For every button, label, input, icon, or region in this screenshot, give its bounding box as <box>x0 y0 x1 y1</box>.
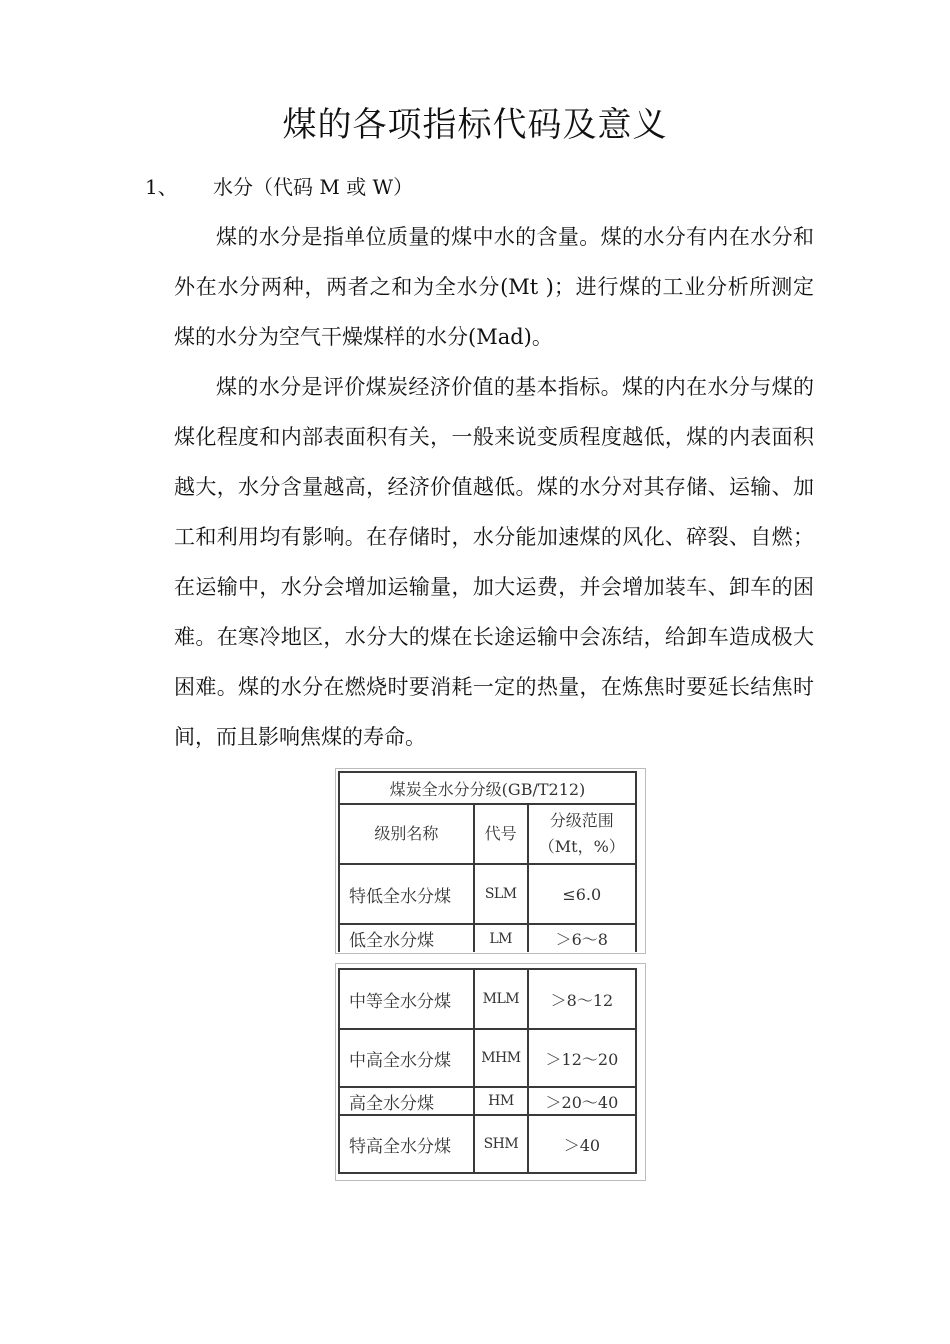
section-heading-text: 水分（代码 M 或 W） <box>213 175 414 199</box>
header-range-line2: （Mt，%） <box>538 837 625 856</box>
table-caption: 煤炭全水分分级(GB/T212) <box>339 772 636 804</box>
row-range: ＞12～20 <box>528 1029 636 1087</box>
row-range: ≤6.0 <box>528 864 636 924</box>
row-name: 高全水分煤 <box>339 1087 474 1115</box>
section-heading <box>145 172 413 202</box>
row-name: 特低全水分煤 <box>339 864 474 924</box>
moisture-grade-table-bottom <box>338 968 637 1174</box>
row-name: 低全水分煤 <box>339 924 474 952</box>
paragraph-water-significance: 煤的水分是评价煤炭经济价值的基本指标。煤的内在水分与煤的煤化程度和内部表面积有关，一般来说变质程度越低，煤的内表面积越大，水分含量越高，经济价值越低。煤的水分对其存储、运输、加工和利用均有影响。在存储时，水分能加速煤的风化、碎裂、自燃；在运输中，水分会增加运输量，加大运费，并会增加装车、卸车的困难。在寒冷地区，水分大的煤在长途运输中会冻结，给卸车造成极大困难。煤的水分在燃烧时要消耗一定的热量，在炼焦时要延长结焦时间，而且影响焦煤的寿命。 <box>174 375 814 749</box>
section-number: 1、 <box>145 175 178 199</box>
row-name: 中等全水分煤 <box>339 969 474 1029</box>
row-range: ＞40 <box>528 1115 636 1173</box>
header-range-line1: 分级范围 <box>549 811 614 830</box>
row-range: ＞8～12 <box>528 969 636 1029</box>
header-range <box>528 804 636 864</box>
moisture-grade-table-top <box>338 771 637 952</box>
row-code: MLM <box>474 969 528 1029</box>
header-name: 级别名称 <box>339 804 474 864</box>
row-code: HM <box>474 1087 528 1115</box>
moisture-table-part-2 <box>335 963 646 1181</box>
header-code: 代号 <box>474 804 528 864</box>
row-code: MHM <box>474 1029 528 1087</box>
paragraph-water-definition: 煤的水分是指单位质量的煤中水的含量。煤的水分有内在水分和外在水分两种，两者之和为全水分(Mt )；进行煤的工业分析所测定煤的水分为空气干燥煤样的水分(Mad)。 <box>174 225 814 349</box>
moisture-table-part-1 <box>335 768 646 954</box>
page-title: 煤的各项指标代码及意义 <box>282 105 668 145</box>
row-range: ＞6～8 <box>528 924 636 952</box>
row-code: LM <box>474 924 528 952</box>
row-code: SLM <box>474 864 528 924</box>
row-code: SHM <box>474 1115 528 1173</box>
row-name: 中高全水分煤 <box>339 1029 474 1087</box>
row-range: ＞20～40 <box>528 1087 636 1115</box>
row-name: 特高全水分煤 <box>339 1115 474 1173</box>
